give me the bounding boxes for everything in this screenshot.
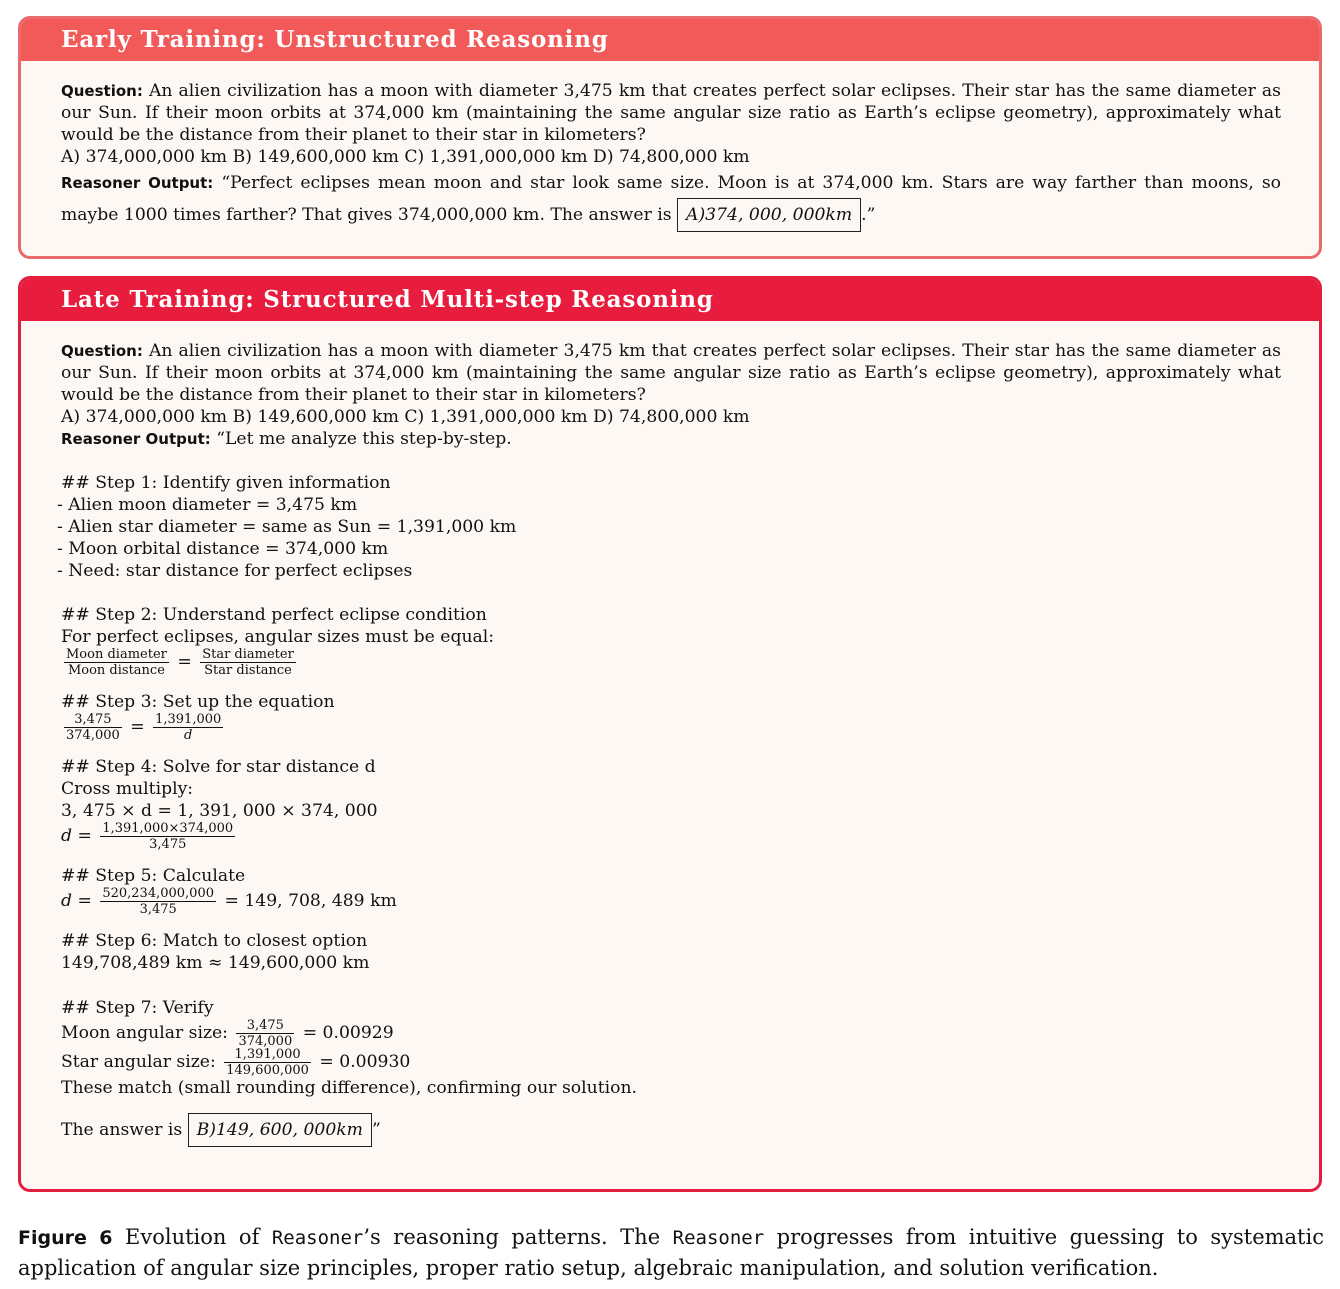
step7-star-fraction: $\frac{1,391,000}{149,600,000}$: [226, 1047, 309, 1078]
step6-text: 149,708,489 km ≈ 149,600,000 km: [61, 953, 370, 973]
step2-text: For perfect eclipses, angular sizes must be equal:: [61, 627, 495, 647]
early-question-text: An alien civilization has a moon with diameter 3,475 km that creates perfect solar eclipses. Their star has the same diameter as our Sun. If their moon orbits at 374,000 km (maintaining the same angular size ratio as Earth’s eclipse geometry), approximately what would be the distance from their planet to their star in kilometers?: [61, 81, 1281, 145]
early-question-label: Question:: [61, 82, 143, 100]
step5-equation: d = $\frac{520,234,000,000}{3,475}$ = 149, 708, 489 km: [61, 886, 397, 917]
step1-heading: ## Step 1: Identify given information: [61, 473, 391, 493]
late-options: A) 374,000,000 km B) 149,600,000 km C) 1,391,000,000 km D) 74,800,000 km: [61, 407, 750, 427]
step1-item: - Alien star diameter = same as Sun = 1,391,000 km: [57, 517, 517, 537]
step4-solution: d = $\frac{1,391,000\times 374,000}{3,475}$: [61, 821, 234, 852]
early-closing: .”: [861, 205, 876, 225]
early-output-text: “Perfect eclipses mean moon and star look same size. Moon is at 374,000 km. Stars are way farther than moons, so maybe 1000 times farther? That gives 374,000,000 km. The answer is: [61, 173, 1281, 225]
step2-rhs-fraction: $\frac{\text{Star diameter}}{\text{Star distance}}$: [202, 647, 294, 678]
late-answer-box: B)149, 600, 000km: [188, 1113, 372, 1147]
step2-equation: $\frac{\text{Moon diameter}}{\text{Moon distance}}$ = $\frac{\text{Star diameter}}{\text{Star distance}}$: [66, 647, 294, 678]
early-output: [61, 168, 1281, 232]
step4-fraction: $\frac{1,391,000\times 374,000}{3,475}$: [102, 821, 234, 852]
step4-text: Cross multiply:: [61, 779, 194, 799]
early-question: [61, 80, 1281, 146]
figure-caption: Figure 6 Evolution of Reasoner’s reasoning patterns. The Reasoner progresses from intuitive guessing to systematic application of angular size principles, proper ratio setup, algebraic manipulation, and solution verification.: [18, 1225, 1324, 1280]
step2-lhs-fraction: $\frac{\text{Moon diameter}}{\text{Moon distance}}$: [66, 647, 167, 678]
step4-cross-multiply: 3, 475 × d = 1, 391, 000 × 374, 000: [61, 801, 378, 821]
late-output-intro: “Let me analyze this step-by-step.: [216, 429, 512, 449]
step1-item: - Alien moon diameter = 3,475 km: [57, 495, 358, 515]
early-answer-box: A)374, 000, 000km: [677, 198, 861, 232]
step3-heading: ## Step 3: Set up the equation: [61, 692, 335, 712]
step1-item: - Moon orbital distance = 374,000 km: [57, 539, 389, 559]
step6-heading: ## Step 6: Match to closest option: [61, 931, 368, 951]
step5-heading: ## Step 5: Calculate: [61, 866, 246, 886]
late-training-panel: [18, 276, 1322, 1192]
step7-moon-angular: Moon angular size: $\frac{3,475}{374,000}$ = 0.00929: [61, 1018, 394, 1049]
late-question-text: An alien civilization has a moon with diameter 3,475 km that creates perfect solar eclipses. Their star has the same diameter as our Sun. If their moon orbits at 374,000 km (maintaining the same angular size ratio as Earth’s eclipse geometry), approximately what would be the distance from their planet to their star in kilometers?: [61, 341, 1281, 405]
late-final-answer: The answer is B)149, 600, 000km ”: [61, 1113, 1281, 1147]
step7-conclusion: These match (small rounding difference), confirming our solution.: [61, 1078, 637, 1098]
late-output: [61, 428, 1281, 450]
step1-item: - Need: star distance for perfect eclipses: [57, 561, 413, 581]
step4-heading: ## Step 4: Solve for star distance d: [61, 757, 376, 777]
step5-fraction: $\frac{520,234,000,000}{3,475}$: [102, 886, 214, 917]
early-training-title: Early Training: Unstructured Reasoning: [21, 19, 1319, 61]
early-options: A) 374,000,000 km B) 149,600,000 km C) 1,391,000,000 km D) 74,800,000 km: [61, 147, 750, 167]
step7-star-angular: Star angular size: $\frac{1,391,000}{149,600,000}$ = 0.00930: [61, 1047, 411, 1078]
step2-heading: ## Step 2: Understand perfect eclipse condition: [61, 605, 487, 625]
late-question: [61, 340, 1281, 406]
late-question-label: Question:: [61, 342, 143, 360]
late-output-label: Reasoner Output:: [61, 430, 211, 448]
early-output-label: Reasoner Output:: [61, 174, 214, 192]
step3-lhs-fraction: $\frac{3,475}{374,000}$: [66, 712, 120, 743]
early-training-panel: [18, 16, 1322, 259]
step7-heading: ## Step 7: Verify: [61, 998, 214, 1018]
early-training-content: [21, 61, 1319, 232]
late-training-content: [21, 321, 1319, 1147]
step7-moon-fraction: $\frac{3,475}{374,000}$: [238, 1018, 293, 1049]
step3-rhs-fraction: $\frac{1,391,000}{d}$: [155, 712, 222, 743]
figure-label: Figure 6: [18, 1227, 113, 1249]
step3-equation: $\frac{3,475}{374,000}$ = $\frac{1,391,000}{d}$: [66, 712, 222, 743]
late-training-title: Late Training: Structured Multi-step Reasoning: [21, 279, 1319, 321]
